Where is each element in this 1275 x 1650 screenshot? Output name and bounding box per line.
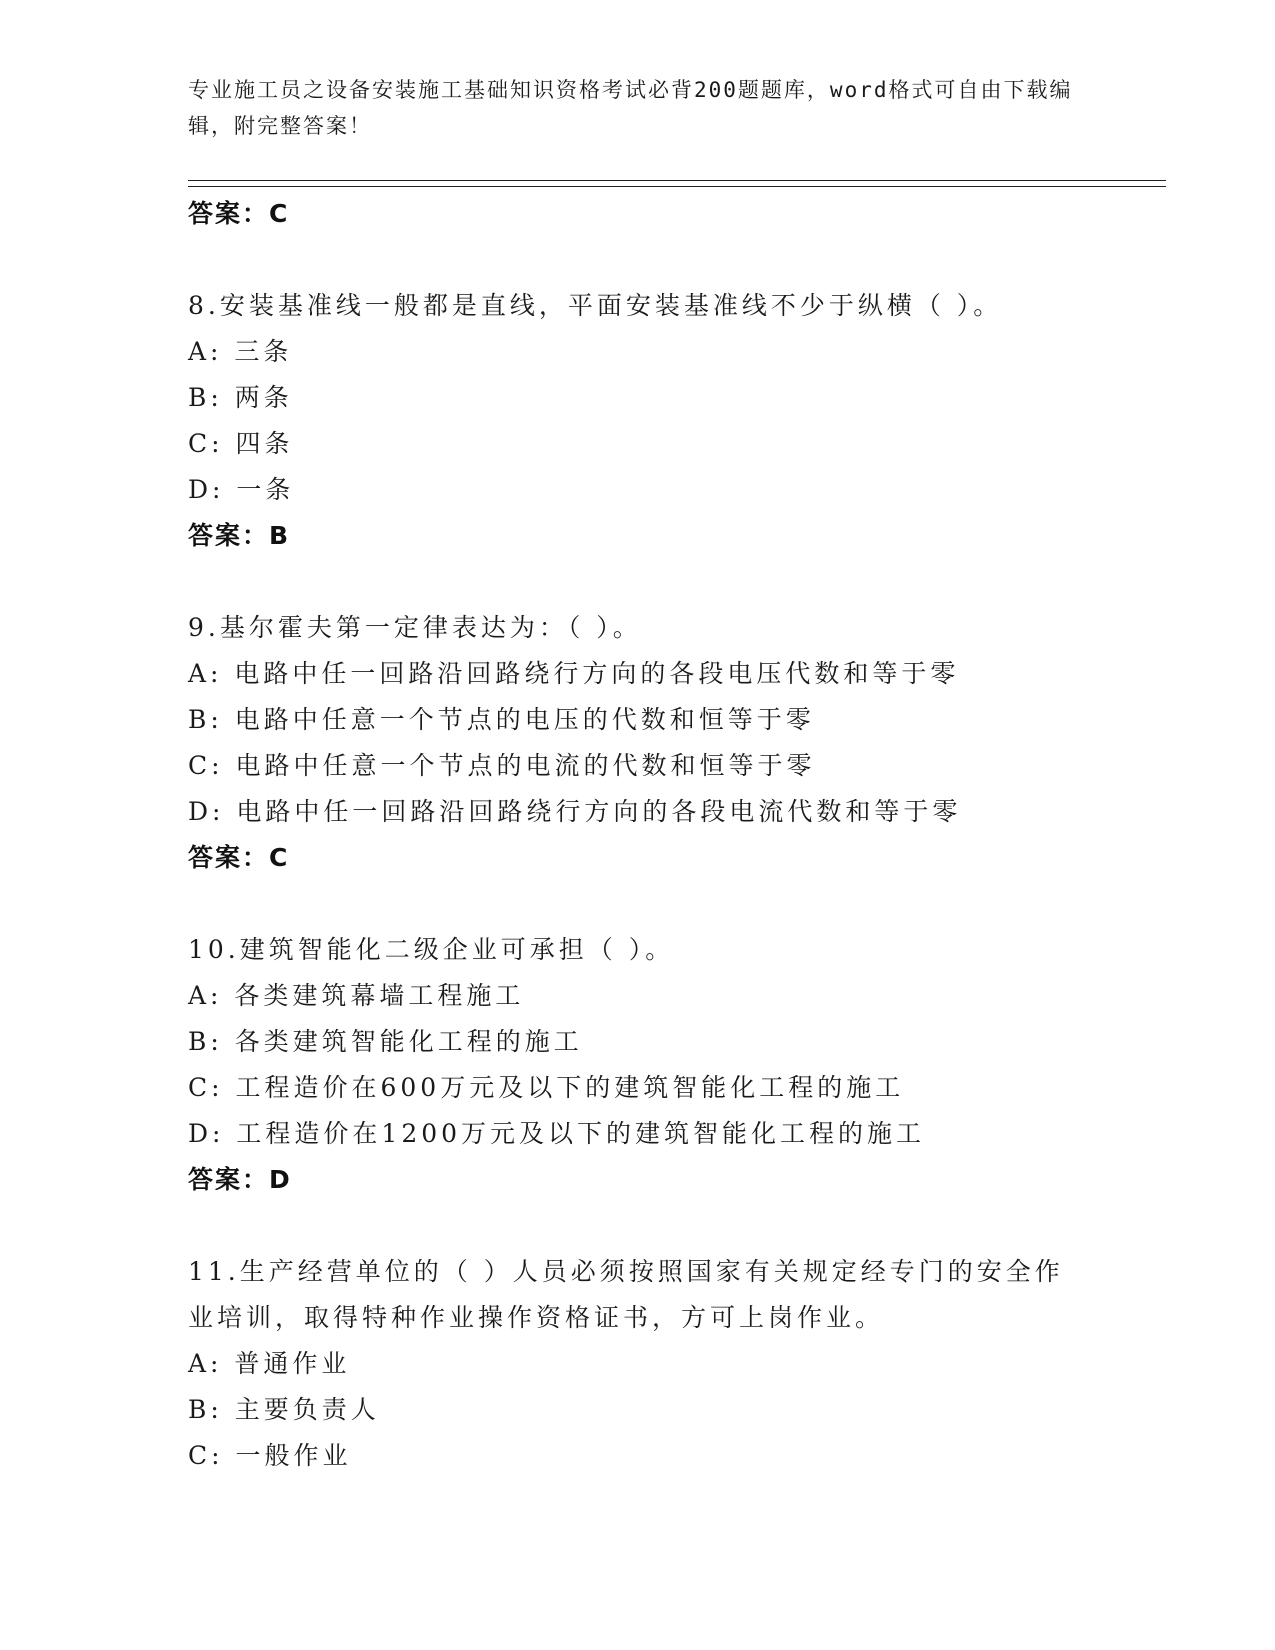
header-rule-bottom [188,186,1166,187]
answer-line: 答案：C [188,199,290,228]
option-a: A: 普通作业 [188,1349,351,1378]
option-c: C: 工程造价在600万元及以下的建筑智能化工程的施工 [188,1073,905,1102]
spacer [188,237,1168,283]
option-d: D: 工程造价在1200万元及以下的建筑智能化工程的施工 [188,1119,926,1148]
option-c: C: 电路中任意一个节点的电流的代数和恒等于零 [188,751,816,780]
question-text: 9.基尔霍夫第一定律表达为：（ ）。 [188,613,642,642]
question-block [188,927,1168,1203]
option-b: B: 主要负责人 [188,1395,380,1424]
spacer [188,559,1168,605]
question-text: 8.安装基准线一般都是直线，平面安装基准线不少于纵横（ ）。 [188,291,1003,320]
question-list [188,191,1168,1479]
option-c: C: 一般作业 [188,1441,352,1470]
question-text-line-2: 业培训，取得特种作业操作资格证书，方可上岗作业。 [188,1303,885,1332]
option-b: B: 电路中任意一个节点的电压的代数和恒等于零 [188,705,815,734]
header-rule-top [188,180,1166,181]
option-b: B: 各类建筑智能化工程的施工 [188,1027,583,1056]
answer-line: 答案：D [188,1165,292,1194]
answer-line: 答案：B [188,521,291,550]
question-block [188,1249,1168,1479]
option-b: B: 两条 [188,383,293,412]
question-block [188,605,1168,881]
spacer [188,881,1168,927]
document-header: 专业施工员之设备安装施工基础知识资格考试必背200题题库，word格式可自由下载编辑，附完整答案！ [188,78,1073,138]
option-a: A: 各类建筑幕墙工程施工 [188,981,525,1010]
option-a: A: 电路中任一回路沿回路绕行方向的各段电压代数和等于零 [188,659,960,688]
option-c: C: 四条 [188,429,294,458]
question-text: 10.建筑智能化二级企业可承担（ ）。 [188,935,675,964]
option-d: D: 一条 [188,475,295,504]
answer-line: 答案：C [188,843,290,872]
option-a: A: 三条 [188,337,293,366]
spacer [188,1203,1168,1249]
question-text-line-1: 11.生产经营单位的（ ）人员必须按照国家有关规定经专门的安全作 [188,1257,1064,1286]
question-block [188,283,1168,559]
option-d: D: 电路中任一回路沿回路绕行方向的各段电流代数和等于零 [188,797,962,826]
